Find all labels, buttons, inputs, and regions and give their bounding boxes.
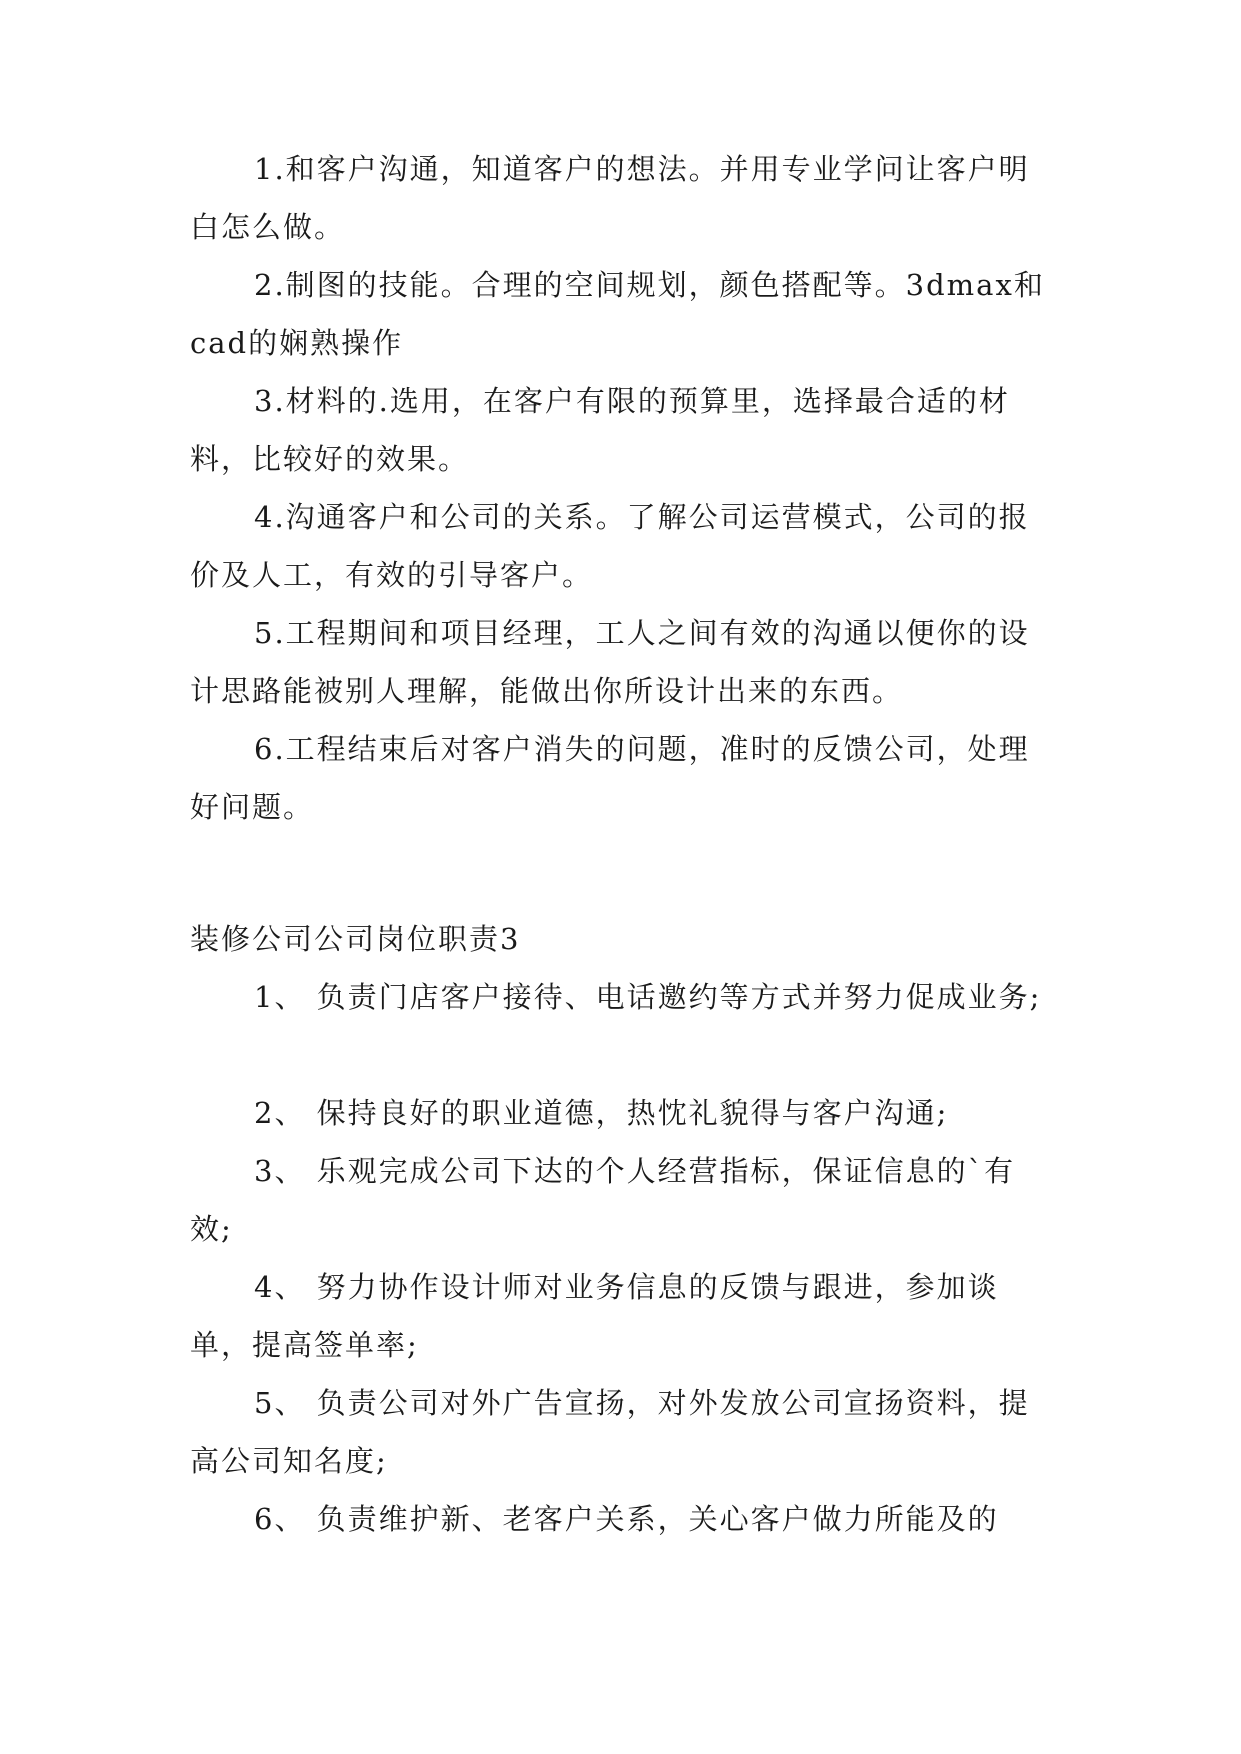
duty-item-3: 3、 乐观完成公司下达的个人经营指标，保证信息的`有效;	[190, 1154, 1016, 1246]
paragraph-5: 5.工程期间和项目经理，工人之间有效的沟通以便你的设计思路能被别人理解，能做出你所设计出来的东西。	[190, 616, 1030, 708]
duty-item-5: 5、 负责公司对外广告宣扬，对外发放公司宣扬资料，提高公司知名度;	[190, 1386, 1030, 1478]
paragraph-3: 3.材料的.选用，在客户有限的预算里，选择最合适的材料，比较好的效果。	[190, 384, 1010, 476]
paragraph-1: 1.和客户沟通，知道客户的想法。并用专业学问让客户明白怎么做。	[190, 152, 1030, 244]
paragraph-2: 2.制图的技能。合理的空间规划，颜色搭配等。3dmax和cad的娴熟操作	[190, 268, 1045, 360]
paragraph-4: 4.沟通客户和公司的关系。了解公司运营模式，公司的报价及人工，有效的引导客户。	[190, 500, 1030, 592]
duty-item-4: 4、 努力协作设计师对业务信息的反馈与跟进，参加谈单，提高签单率;	[190, 1270, 999, 1362]
duty-item-6: 6、 负责维护新、老客户关系，关心客户做力所能及的	[254, 1502, 999, 1536]
paragraph-6: 6.工程结束后对客户消失的问题，准时的反馈公司，处理好问题。	[190, 732, 1030, 824]
duty-item-2: 2、 保持良好的职业道德，热忱礼貌得与客户沟通;	[254, 1096, 949, 1130]
duty-item-1: 1、 负责门店客户接待、电话邀约等方式并努力促成业务;	[254, 980, 1042, 1014]
section-heading: 装修公司公司岗位职责3	[190, 922, 521, 956]
